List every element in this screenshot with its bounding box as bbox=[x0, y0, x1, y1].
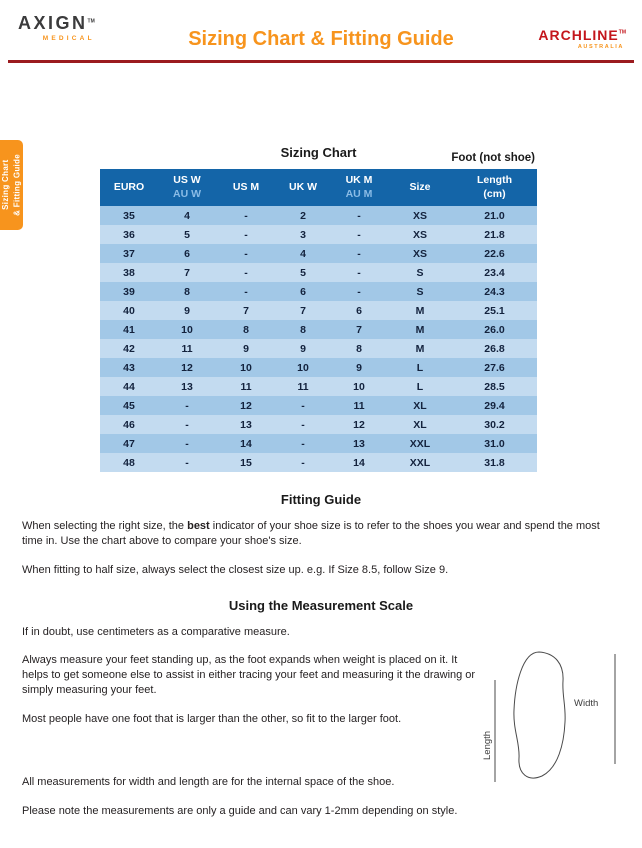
table-cell: 26.0 bbox=[452, 320, 537, 339]
fitting-guide-paragraph-1 bbox=[22, 519, 620, 549]
table-cell: 4 bbox=[158, 206, 216, 225]
table-cell: 36 bbox=[100, 225, 158, 244]
table-cell: 39 bbox=[100, 282, 158, 301]
table-cell: - bbox=[330, 263, 388, 282]
table-cell: 10 bbox=[330, 377, 388, 396]
table-cell: 35 bbox=[100, 206, 158, 225]
sizing-table-head bbox=[100, 169, 537, 206]
table-cell: 23.4 bbox=[452, 263, 537, 282]
fitting-p1-bold: best bbox=[187, 520, 210, 532]
sizing-chart-section bbox=[22, 143, 620, 472]
table-cell: 21.0 bbox=[452, 206, 537, 225]
axign-trademark: TM bbox=[87, 18, 95, 25]
table-cell: 37 bbox=[100, 244, 158, 263]
table-cell: - bbox=[276, 415, 330, 434]
fitting-guide-paragraph-2: When fitting to half size, always select the closest size up. e.g. If Size 8.5, follow Size 9. bbox=[22, 563, 449, 576]
table-cell: 10 bbox=[276, 358, 330, 377]
table-cell: 7 bbox=[276, 301, 330, 320]
measurement-paragraph-3: Most people have one foot that is larger than the other, so fit to the larger foot. bbox=[22, 712, 402, 725]
table-row bbox=[100, 453, 537, 472]
table-cell: 12 bbox=[216, 396, 276, 415]
table-cell: 3 bbox=[276, 225, 330, 244]
table-cell: M bbox=[388, 301, 452, 320]
table-cell: 15 bbox=[216, 453, 276, 472]
table-cell: 12 bbox=[330, 415, 388, 434]
table-cell: 26.8 bbox=[452, 339, 537, 358]
side-tab-label bbox=[0, 154, 23, 216]
table-cell: 25.1 bbox=[452, 301, 537, 320]
sizing-table-body bbox=[100, 206, 537, 472]
sizing-table-head-row bbox=[100, 169, 537, 206]
table-row bbox=[100, 206, 537, 225]
measurement-paragraph-4: All measurements for width and length are for the internal space of the shoe. bbox=[22, 775, 395, 788]
table-cell: 10 bbox=[216, 358, 276, 377]
archline-trademark: TM bbox=[618, 29, 626, 36]
table-cell: 11 bbox=[276, 377, 330, 396]
table-cell: 10 bbox=[158, 320, 216, 339]
table-cell: 38 bbox=[100, 263, 158, 282]
table-cell: XXL bbox=[388, 434, 452, 453]
table-row bbox=[100, 301, 537, 320]
archline-logo bbox=[538, 27, 626, 50]
table-row bbox=[100, 358, 537, 377]
table-cell: 43 bbox=[100, 358, 158, 377]
table-cell: 22.6 bbox=[452, 244, 537, 263]
table-cell: 31.8 bbox=[452, 453, 537, 472]
table-cell: - bbox=[330, 206, 388, 225]
header-divider bbox=[8, 60, 634, 63]
table-cell: 5 bbox=[276, 263, 330, 282]
table-cell: - bbox=[216, 206, 276, 225]
table-cell: 4 bbox=[276, 244, 330, 263]
table-cell: 40 bbox=[100, 301, 158, 320]
table-cell: 14 bbox=[216, 434, 276, 453]
table-cell: XS bbox=[388, 225, 452, 244]
table-cell: 12 bbox=[158, 358, 216, 377]
table-cell: 13 bbox=[330, 434, 388, 453]
table-cell: XL bbox=[388, 415, 452, 434]
table-cell: 8 bbox=[330, 339, 388, 358]
table-cell: 9 bbox=[158, 301, 216, 320]
table-cell: 48 bbox=[100, 453, 158, 472]
table-row bbox=[100, 415, 537, 434]
table-cell: XXL bbox=[388, 453, 452, 472]
table-row bbox=[100, 339, 537, 358]
table-cell: 6 bbox=[158, 244, 216, 263]
fitting-guide-heading: Fitting Guide bbox=[280, 492, 362, 507]
side-tab bbox=[0, 140, 23, 230]
table-cell: - bbox=[276, 434, 330, 453]
table-cell: - bbox=[330, 225, 388, 244]
table-cell: 11 bbox=[158, 339, 216, 358]
length-label: Length bbox=[482, 730, 493, 760]
table-cell: - bbox=[158, 434, 216, 453]
table-cell: M bbox=[388, 339, 452, 358]
table-cell: 31.0 bbox=[452, 434, 537, 453]
table-cell: 24.3 bbox=[452, 282, 537, 301]
foot-outline bbox=[514, 652, 565, 778]
table-cell: 44 bbox=[100, 377, 158, 396]
table-row bbox=[100, 320, 537, 339]
side-tab-line1: Sizing Chart bbox=[0, 159, 10, 211]
measurement-paragraph-2: Always measure your feet standing up, as the foot expands when weight is placed on it. It helps to get someone else to assist in either tracing your feet and measuring it the drawing or simply measuring your feet. bbox=[22, 654, 476, 697]
table-cell: L bbox=[388, 358, 452, 377]
table-cell: 47 bbox=[100, 434, 158, 453]
table-cell: 41 bbox=[100, 320, 158, 339]
sizing-table bbox=[100, 169, 537, 472]
table-cell: 13 bbox=[216, 415, 276, 434]
table-cell: 13 bbox=[158, 377, 216, 396]
table-cell: - bbox=[158, 415, 216, 434]
table-cell: XL bbox=[388, 396, 452, 415]
header bbox=[0, 0, 642, 60]
table-cell: S bbox=[388, 263, 452, 282]
table-cell: 6 bbox=[330, 301, 388, 320]
measurement-paragraph-5: Please note the measurements are only a guide and can vary 1-2mm depending on style. bbox=[22, 804, 458, 817]
table-cell: 7 bbox=[158, 263, 216, 282]
column-header: US M bbox=[216, 169, 276, 206]
table-cell: - bbox=[330, 244, 388, 263]
column-header: US W AU W bbox=[158, 169, 216, 206]
table-cell: M bbox=[388, 320, 452, 339]
table-cell: 28.5 bbox=[452, 377, 537, 396]
table-row bbox=[100, 244, 537, 263]
column-header: Length (cm) bbox=[452, 169, 537, 206]
archline-logo-text: ARCHLINE bbox=[538, 27, 619, 43]
table-cell: L bbox=[388, 377, 452, 396]
table-cell: 42 bbox=[100, 339, 158, 358]
table-row bbox=[100, 377, 537, 396]
table-row bbox=[100, 263, 537, 282]
table-row bbox=[100, 225, 537, 244]
table-cell: - bbox=[330, 282, 388, 301]
table-cell: 27.6 bbox=[452, 358, 537, 377]
table-cell: 46 bbox=[100, 415, 158, 434]
fitting-p1-post: indicator of your shoe size is to refer to the shoes you wear and spend the most time in. Use the chart above to compare your shoe's size. bbox=[22, 520, 600, 547]
column-header: UK M AU M bbox=[330, 169, 388, 206]
table-cell: 8 bbox=[276, 320, 330, 339]
foot-measurement-diagram bbox=[482, 648, 634, 793]
table-cell: - bbox=[276, 396, 330, 415]
table-cell: 21.8 bbox=[452, 225, 537, 244]
page-title: Sizing Chart & Fitting Guide bbox=[188, 28, 454, 50]
table-row bbox=[100, 282, 537, 301]
measurement-scale-heading: Using the Measurement Scale bbox=[228, 597, 414, 613]
table-cell: S bbox=[388, 282, 452, 301]
foot-outline-drawing bbox=[482, 648, 634, 793]
table-row bbox=[100, 396, 537, 415]
table-cell: 9 bbox=[276, 339, 330, 358]
table-cell: 11 bbox=[216, 377, 276, 396]
column-header: Size bbox=[388, 169, 452, 206]
table-cell: - bbox=[216, 282, 276, 301]
side-tab-line2: & Fitting Guide bbox=[12, 154, 22, 216]
table-cell: 14 bbox=[330, 453, 388, 472]
table-cell: 8 bbox=[216, 320, 276, 339]
table-cell: 30.2 bbox=[452, 415, 537, 434]
table-cell: 45 bbox=[100, 396, 158, 415]
table-cell: - bbox=[216, 244, 276, 263]
table-cell: 2 bbox=[276, 206, 330, 225]
table-cell: - bbox=[216, 263, 276, 282]
table-cell: - bbox=[158, 453, 216, 472]
table-cell: 7 bbox=[216, 301, 276, 320]
column-header: EURO bbox=[100, 169, 158, 206]
chart-head bbox=[100, 143, 537, 167]
measurement-paragraph-1: If in doubt, use centimeters as a comparative measure. bbox=[22, 625, 290, 638]
foot-not-shoe-label: Foot (not shoe) bbox=[451, 152, 535, 164]
fitting-p1-pre: When selecting the right size, the bbox=[22, 520, 188, 532]
table-cell: XS bbox=[388, 206, 452, 225]
width-label: Width bbox=[574, 698, 599, 709]
table-cell: 6 bbox=[276, 282, 330, 301]
archline-logo-subtext: AUSTRALIA bbox=[577, 44, 624, 50]
table-cell: 29.4 bbox=[452, 396, 537, 415]
table-row bbox=[100, 434, 537, 453]
table-cell: - bbox=[276, 453, 330, 472]
table-cell: 11 bbox=[330, 396, 388, 415]
table-cell: XS bbox=[388, 244, 452, 263]
table-cell: - bbox=[158, 396, 216, 415]
table-cell: - bbox=[216, 225, 276, 244]
table-cell: 8 bbox=[158, 282, 216, 301]
column-header: UK W bbox=[276, 169, 330, 206]
sizing-chart-title: Sizing Chart bbox=[280, 145, 357, 160]
axign-logo-subtext: MEDICAL bbox=[42, 35, 95, 42]
table-cell: 7 bbox=[330, 320, 388, 339]
axign-logo-text: AXIGN bbox=[18, 13, 88, 33]
table-cell: 9 bbox=[216, 339, 276, 358]
table-cell: 5 bbox=[158, 225, 216, 244]
table-cell: 9 bbox=[330, 358, 388, 377]
